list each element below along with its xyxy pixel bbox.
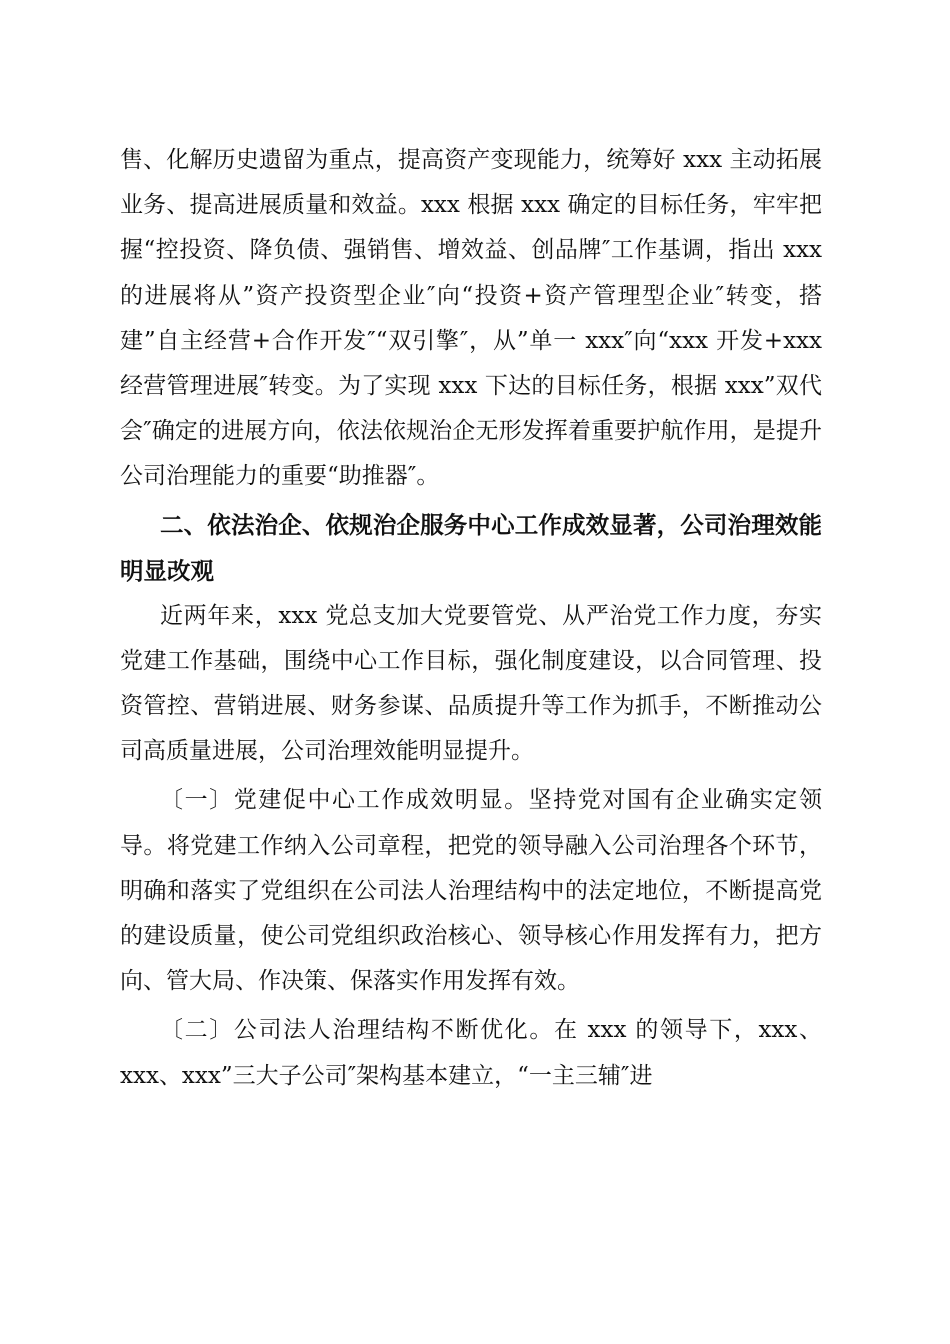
paragraph-item-2: 〔二〕公司法人治理结构不断优化。在 xxx 的领导下，xxx、xxx、xxx”三大子公司″架构基本建立，“一主三辅″进 bbox=[120, 1017, 822, 1089]
section-heading: 二、依法治企、依规治企服务中心工作成效显著，公司治理效能明显改观 bbox=[120, 510, 822, 585]
paragraph-intro: 售、化解历史遗留为重点，提高资产变现能力，统筹好 xxx 主动拓展业务、提高进展质量和效益。xxx 根据 xxx 确定的目标任务，牢牢把握“控投资、降负债、强销售、增效益、创品牌″工作基调，指出 xxx 的进展将从”资产投资型企业″向“投资+资产管理型企业″转变，搭建”自主经营+合作开发″“双引擎″，从”单一 xxx″向“xxx 开发+xxx 经营管理进展″转变。为了实现 xxx 下达的目标任务，根据 xxx”双代会″确定的进展方向，依法依规治企无形发挥着重要护航作用，是提升公司治理能力的重要“助推器″。 bbox=[120, 147, 822, 490]
document-page bbox=[120, 138, 822, 1099]
paragraph-overview: 近两年来，xxx 党总支加大党要管党、从严治党工作力度，夯实党建工作基础，围绕中心工作目标，强化制度建设，以合同管理、投资管控、营销进展、财务参谋、品质提升等工作为抓手，不断推动公司高质量进展，公司治理效能明显提升。 bbox=[120, 602, 822, 765]
paragraph-item-1: 〔一〕党建促中心工作成效明显。坚持党对国有企业确实定领导。将党建工作纳入公司章程，把党的领导融入公司治理各个环节，明确和落实了党组织在公司法人治理结构中的法定地位，不断提高党的建设质量，使公司党组织政治核心、领导核心作用发挥有力，把方向、管大局、作决策、保落实作用发挥有效。 bbox=[120, 787, 822, 995]
